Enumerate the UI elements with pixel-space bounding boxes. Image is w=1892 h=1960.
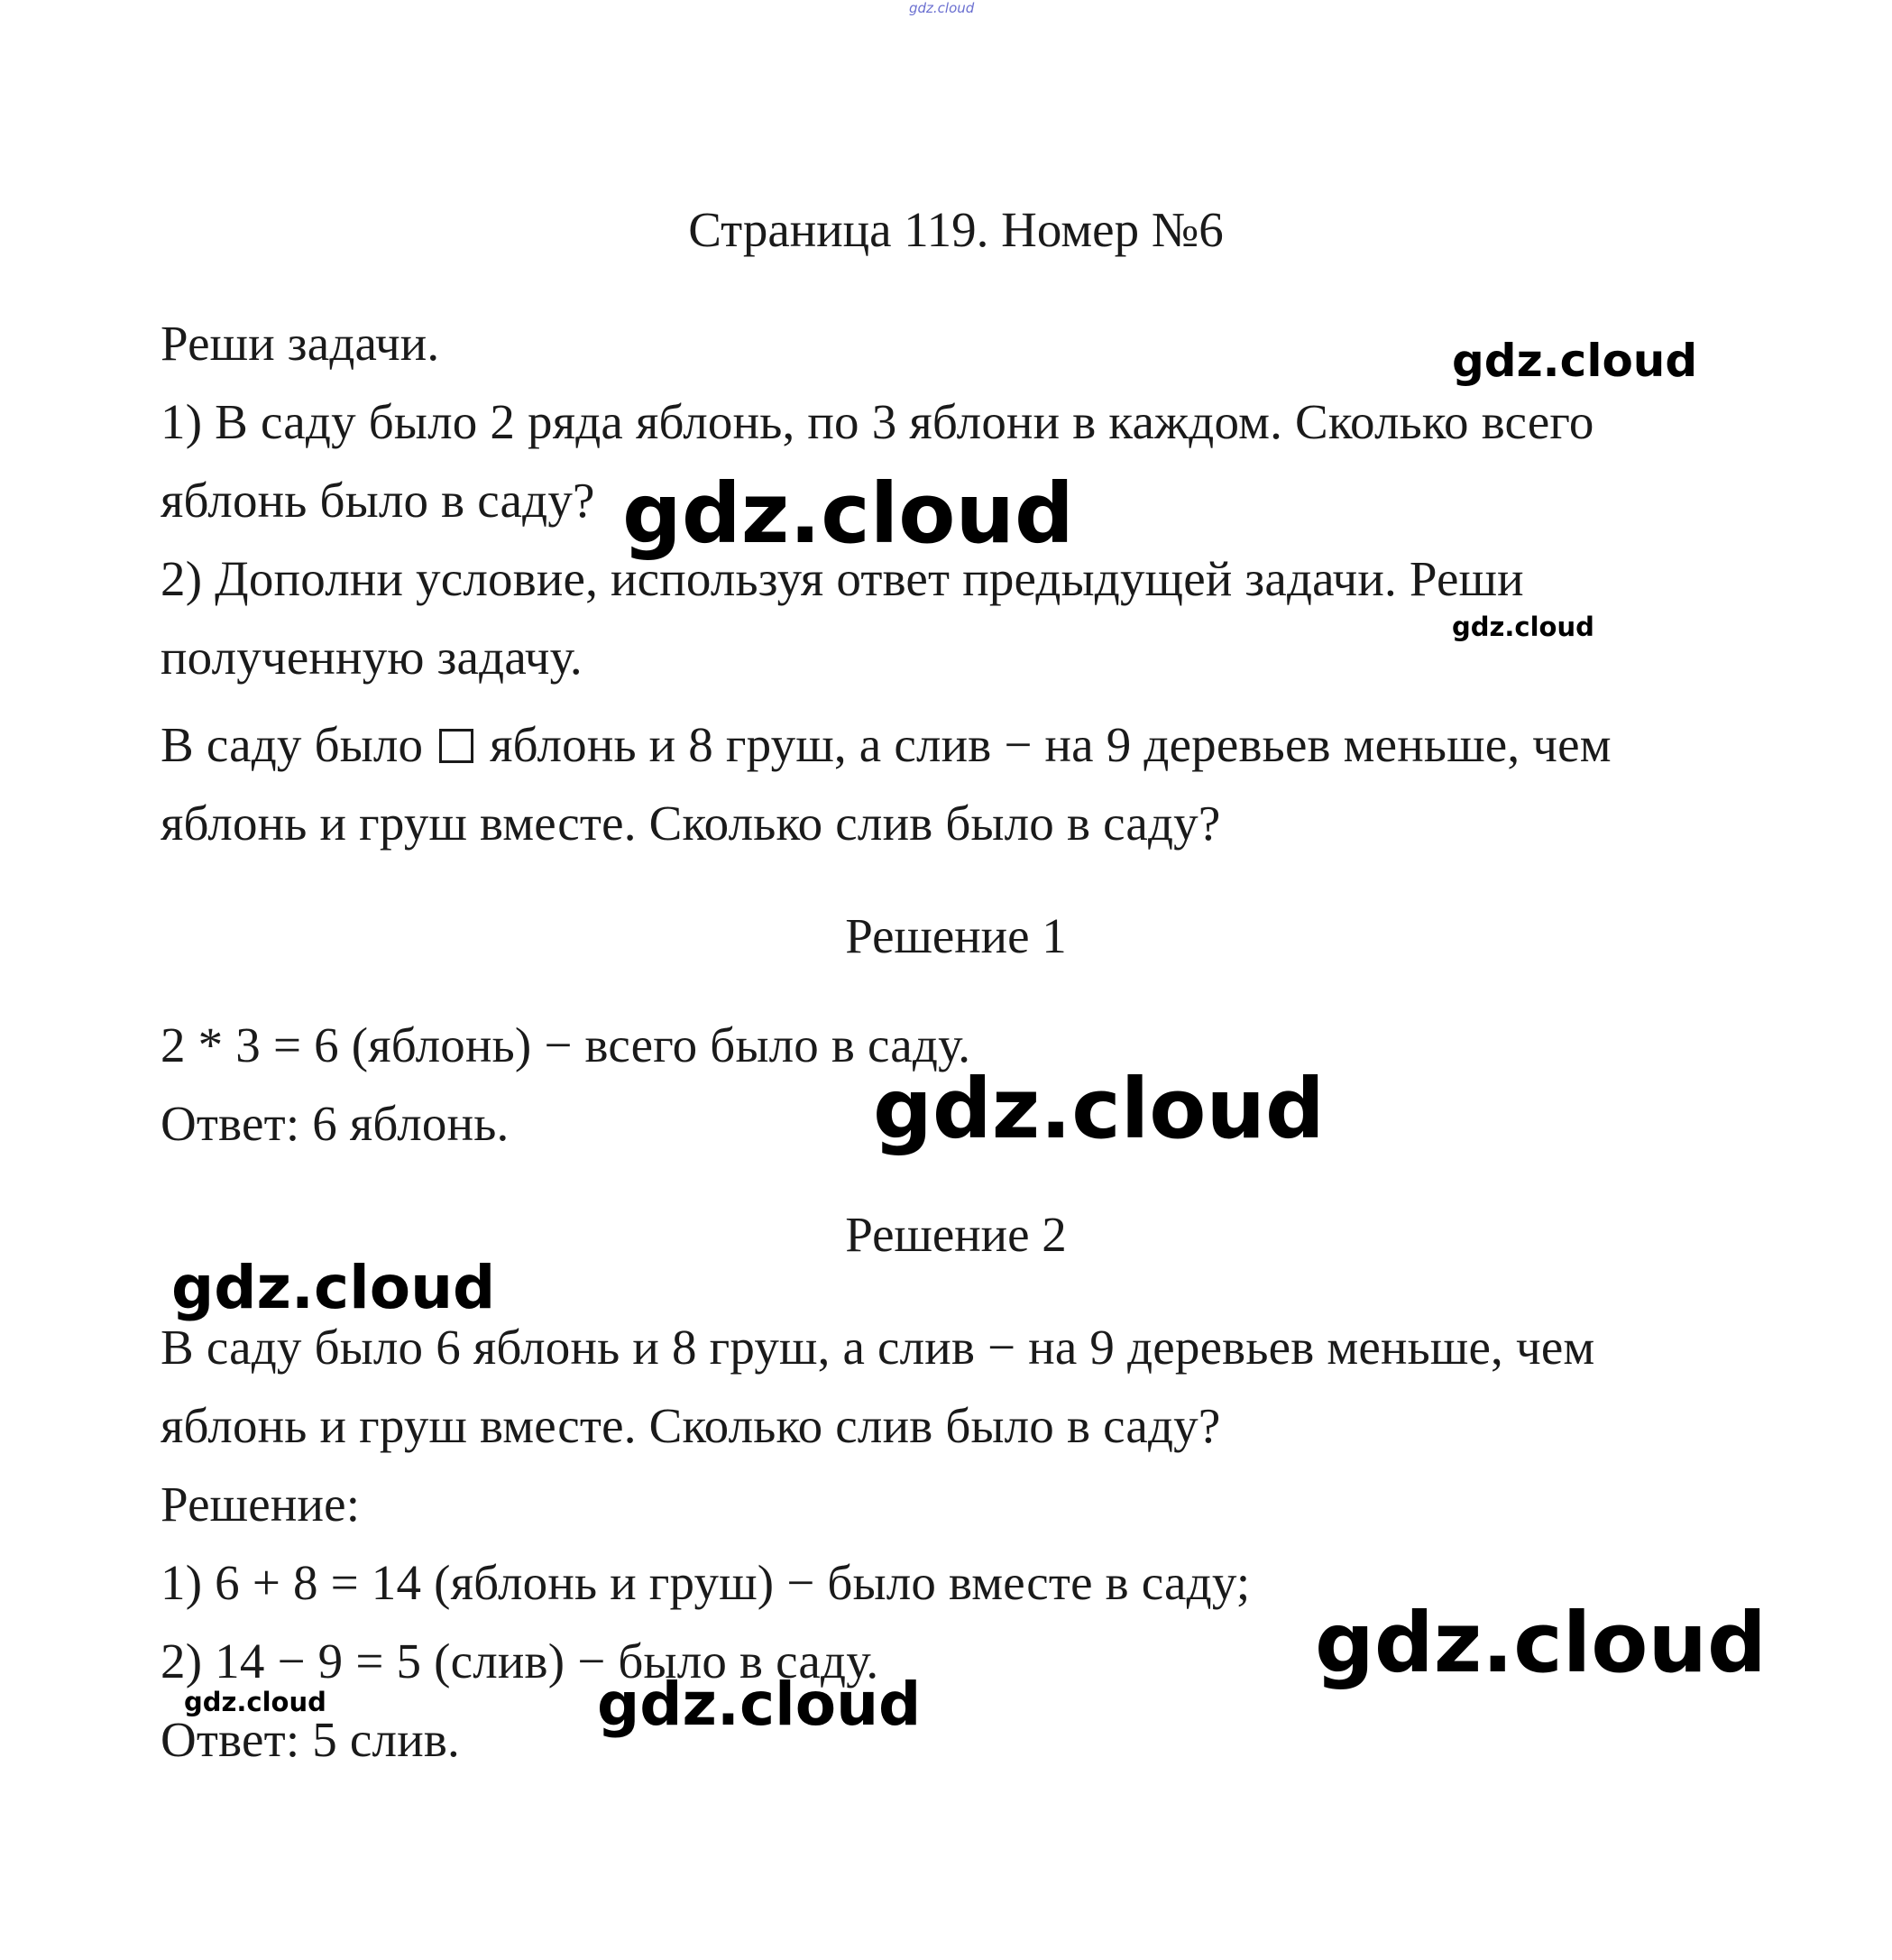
task-line-4: полученную задачу. [161,630,583,685]
solution-1-heading: Решение 1 [845,908,1067,963]
empty-box-placeholder [439,729,473,763]
solution-2-line-3: Решение: [161,1477,361,1532]
solution-1-answer: Ответ: 6 яблонь. [161,1096,510,1151]
watermark-8: gdz.cloud [597,1670,922,1739]
watermark-5: gdz.cloud [171,1253,496,1322]
watermark-7: gdz.cloud [184,1687,326,1717]
watermark-top: gdz.cloud [909,0,975,16]
watermark-6: gdz.cloud [1315,1595,1767,1691]
task-intro: Реши задачи. [161,316,440,371]
watermark-4: gdz.cloud [873,1061,1325,1157]
watermark-1: gdz.cloud [1452,335,1698,387]
watermark-3: gdz.cloud [1452,612,1594,642]
condition-before-box: В саду было [161,717,424,772]
solution-2-line-2: яблонь и груш вместе. Сколько слив было в саду? [161,1398,1221,1453]
solution-1-line-1: 2 * 3 = 6 (яблонь) − всего было в саду. [161,1017,971,1072]
task-line-2: яблонь было в саду? [161,473,595,528]
condition-after-box: яблонь и 8 груш, а слив − на 9 деревьев меньше, чем [490,717,1612,772]
task-line-1: 1) В саду было 2 ряда яблонь, по 3 яблони в каждом. Сколько всего [161,394,1594,449]
page-title: Страница 119. Номер №6 [688,202,1224,257]
solution-2-line-4: 1) 6 + 8 = 14 (яблонь и груш) − было вместе в саду; [161,1555,1251,1610]
solution-2-answer: Ответ: 5 слив. [161,1712,460,1767]
watermark-2: gdz.cloud [622,465,1074,562]
solution-2-heading: Решение 2 [845,1207,1067,1262]
task-line-3: 2) Дополни условие, используя ответ предыдущей задачи. Реши [161,551,1524,606]
solution-2-line-5: 2) 14 − 9 = 5 (слив) − было в саду. [161,1633,879,1689]
task-condition-line-1 [161,715,1612,775]
solution-2-line-1: В саду было 6 яблонь и 8 груш, а слив − на 9 деревьев меньше, чем [161,1320,1595,1375]
task-condition-line-2: яблонь и груш вместе. Сколько слив было в саду? [161,796,1221,851]
